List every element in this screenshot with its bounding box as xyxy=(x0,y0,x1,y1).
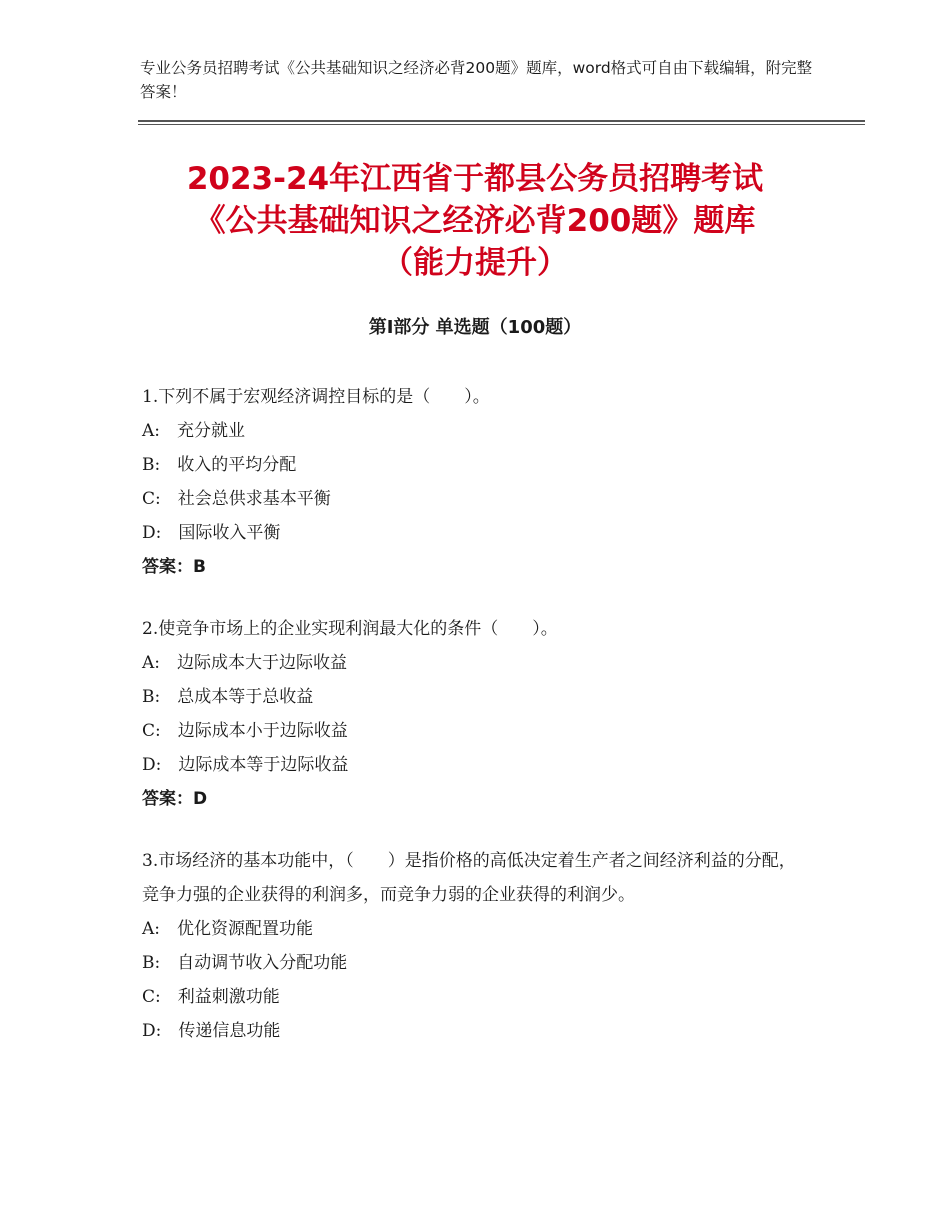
question-stem: 2.使竞争市场上的企业实现利润最大化的条件（ ）。 xyxy=(142,619,558,639)
question-1 xyxy=(142,380,802,584)
title-line-2: 《公共基础知识之经济必背200题》题库 xyxy=(194,203,756,239)
option-d: D: 传递信息功能 xyxy=(142,1021,281,1041)
option-b: B: 自动调节收入分配功能 xyxy=(142,953,348,973)
option-c: C: 利益刺激功能 xyxy=(142,987,280,1007)
question-3 xyxy=(142,844,802,1048)
title-line-1: 2023-24年江西省于都县公务员招聘考试 xyxy=(186,161,764,197)
option-b: B: 总成本等于总收益 xyxy=(142,687,314,707)
question-stem: 3.市场经济的基本功能中，（ ）是指价格的高低决定着生产者之间经济利益的分配，竞争力强的企业获得的利润多，而竞争力弱的企业获得的利润少。 xyxy=(142,851,796,905)
question-list xyxy=(142,380,802,1076)
question-stem: 1.下列不属于宏观经济调控目标的是（ ）。 xyxy=(142,387,490,407)
option-d: D: 边际成本等于边际收益 xyxy=(142,755,349,775)
option-c: C: 社会总供求基本平衡 xyxy=(142,489,331,509)
option-c: C: 边际成本小于边际收益 xyxy=(142,721,348,741)
option-d: D: 国际收入平衡 xyxy=(142,523,281,543)
option-a: A: 边际成本大于边际收益 xyxy=(142,653,348,673)
option-b: B: 收入的平均分配 xyxy=(142,455,297,475)
question-2 xyxy=(142,612,802,816)
section-title: 第Ⅰ部分 单选题（100题） xyxy=(368,317,582,338)
option-a: A: 充分就业 xyxy=(142,421,246,441)
document-title xyxy=(100,158,850,284)
answer: 答案：D xyxy=(142,789,208,809)
title-line-3: （能力提升） xyxy=(382,245,568,281)
header-divider xyxy=(138,120,865,125)
option-a: A: 优化资源配置功能 xyxy=(142,919,314,939)
answer: 答案：B xyxy=(142,557,206,577)
header-note: 专业公务员招聘考试《公共基础知识之经济必背200题》题库，word格式可自由下载编辑，附完整答案！ xyxy=(140,59,813,101)
